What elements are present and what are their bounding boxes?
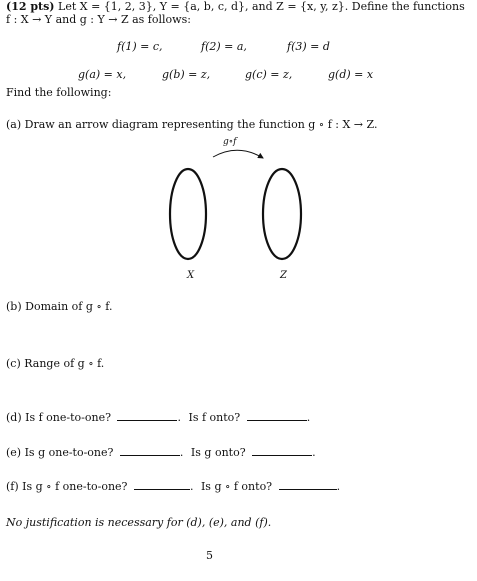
part-f-q2: Is g ∘ f onto? xyxy=(200,480,273,493)
page-number: 5 xyxy=(206,549,213,562)
problem-statement: Let X = {1, 2, 3}, Y = {a, b, c, d}, and Z = {x, y, z}. Define the functions xyxy=(58,0,465,13)
part-b-question: (b) Domain of g ∘ f. xyxy=(6,300,113,313)
answer-blank-f2[interactable] xyxy=(279,480,337,490)
def-ga: g(a) = x, xyxy=(78,68,127,81)
arrow-diagram xyxy=(150,140,330,290)
answer-blank-d1[interactable] xyxy=(117,411,177,421)
def-f3: f(3) = d xyxy=(287,40,330,53)
part-e-row: (e) Is g one-to-one? . Is g onto? . xyxy=(6,446,316,459)
part-f-q1: (f) Is g ∘ f one-to-one? xyxy=(6,480,128,493)
gof-curved-arrow xyxy=(213,150,263,158)
problem-header-line1 xyxy=(6,0,465,14)
def-f1: f(1) = c, xyxy=(117,40,163,53)
def-gc: g(c) = z, xyxy=(245,68,293,81)
def-gd: g(d) = x xyxy=(328,68,374,81)
part-d-row: (d) Is f one-to-one? . Is f onto? . xyxy=(6,411,311,424)
points-label: (12 pts) xyxy=(6,0,55,13)
part-d-q2: Is f onto? xyxy=(188,411,241,424)
part-e-q1: (e) Is g one-to-one? xyxy=(6,446,114,459)
def-f2: f(2) = a, xyxy=(201,40,247,53)
set-x-ellipse xyxy=(170,169,206,259)
def-gb: g(b) = z, xyxy=(162,68,211,81)
find-following: Find the following: xyxy=(6,86,112,99)
arrow-label-gof: g∘f xyxy=(223,137,237,147)
set-x-label: X xyxy=(187,270,195,281)
answer-blank-e1[interactable] xyxy=(120,446,180,456)
justification-note: No justification is necessary for (d), (e), and (f). xyxy=(6,516,272,529)
part-d-q1: (d) Is f one-to-one? xyxy=(6,411,111,424)
part-c-question: (c) Range of g ∘ f. xyxy=(6,357,105,370)
part-a-question: (a) Draw an arrow diagram representing the function g ∘ f : X → Z. xyxy=(6,118,378,131)
answer-blank-e2[interactable] xyxy=(252,446,312,456)
answer-blank-d2[interactable] xyxy=(247,411,307,421)
problem-header-line2: f : X → Y and g : Y → Z as follows: xyxy=(6,13,191,26)
set-z-ellipse xyxy=(263,169,301,259)
set-z-label: Z xyxy=(280,270,287,281)
part-f-row: (f) Is g ∘ f one-to-one? . Is g ∘ f onto? . xyxy=(6,480,341,493)
answer-blank-f1[interactable] xyxy=(134,480,190,490)
part-e-q2: Is g onto? xyxy=(190,446,246,459)
